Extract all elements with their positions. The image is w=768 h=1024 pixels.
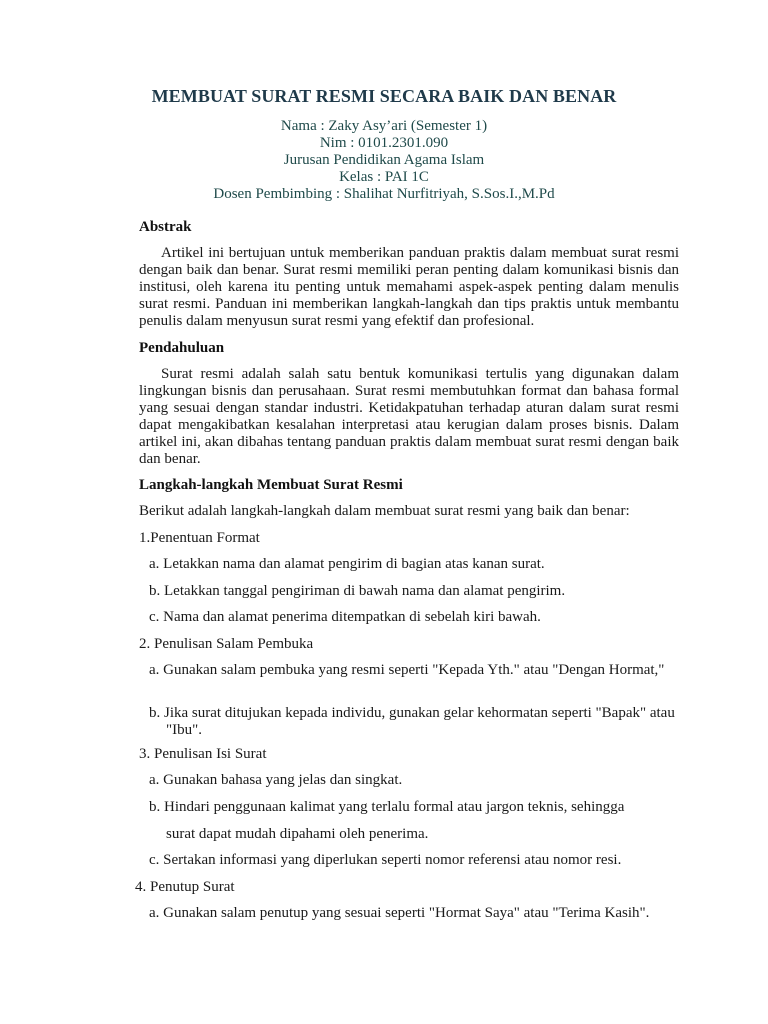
list-item: a. Letakkan nama dan alamat pengirim di bagian atas kanan surat.	[149, 556, 545, 572]
abstrak-paragraph: Artikel ini bertujuan untuk memberikan panduan praktis dalam membuat surat resmi dengan baik dan benar. Surat resmi memiliki peran penting dalam komunikasi bisnis dan institusi, oleh karena itu penting untuk memahami aspek-aspek penting dalam menulis surat resmi. Panduan ini memberikan langkah-langkah dan tips praktis untuk membantu penulis dalam menyusun surat resmi yang efektif dan profesional.	[139, 245, 679, 329]
list-item: a. Gunakan salam pembuka yang resmi seperti "Kepada Yth." atau "Dengan Hormat,"	[149, 662, 665, 678]
section-title: 3. Penulisan Isi Surat	[139, 746, 267, 762]
document-title: MEMBUAT SURAT RESMI SECARA BAIK DAN BENAR	[151, 86, 617, 106]
author-block	[0, 118, 768, 203]
list-item: a. Gunakan bahasa yang jelas dan singkat.	[149, 772, 403, 788]
list-item: b. Letakkan tanggal pengiriman di bawah nama dan alamat pengirim.	[149, 583, 566, 599]
author-name: Nama : Zaky Asy’ari (Semester 1)	[280, 118, 488, 134]
langkah-intro: Berikut adalah langkah-langkah dalam membuat surat resmi yang baik dan benar:	[139, 503, 630, 519]
list-item: b. Hindari penggunaan kalimat yang terlalu formal atau jargon teknis, sehingga	[149, 799, 625, 815]
section-title: 1.Penentuan Format	[139, 530, 260, 546]
section-title: 2. Penulisan Salam Pembuka	[139, 636, 314, 652]
list-item: b. Jika surat ditujukan kepada individu, gunakan gelar kehormatan seperti "Bapak" atau "Ibu".	[149, 705, 675, 738]
list-item-continuation: surat dapat mudah dipahami oleh penerima.	[166, 826, 429, 842]
author-jurusan: Jurusan Pendidikan Agama Islam	[283, 152, 485, 168]
section-title: 4. Penutup Surat	[135, 879, 235, 895]
author-kelas: Kelas : PAI 1C	[339, 169, 429, 185]
author-nim: Nim : 0101.2301.090	[319, 135, 449, 151]
list-item: c. Sertakan informasi yang diperlukan seperti nomor referensi atau nomor resi.	[149, 852, 622, 868]
abstrak-heading: Abstrak	[139, 219, 192, 235]
pendahuluan-heading: Pendahuluan	[139, 340, 225, 356]
langkah-heading: Langkah-langkah Membuat Surat Resmi	[139, 477, 403, 493]
pendahuluan-paragraph: Surat resmi adalah salah satu bentuk komunikasi tertulis yang digunakan dalam lingkungan bisnis dan perusahaan. Surat resmi membutuhkan format dan bahasa formal yang sesuai dengan standar industri. Ketidakpatuhan terhadap aturan dalam surat resmi dapat mengakibatkan kesalahan interpretasi atau kerugian dalam proses bisnis. Dalam artikel ini, akan dibahas tentang panduan praktis dalam membuat surat resmi dengan baik dan benar.	[139, 366, 679, 467]
author-dosen: Dosen Pembimbing : Shalihat Nurfitriyah, S.Sos.I.,M.Pd	[213, 186, 555, 202]
list-item: c. Nama dan alamat penerima ditempatkan di sebelah kiri bawah.	[149, 609, 541, 625]
list-item: a. Gunakan salam penutup yang sesuai seperti "Hormat Saya" atau "Terima Kasih".	[149, 905, 650, 921]
